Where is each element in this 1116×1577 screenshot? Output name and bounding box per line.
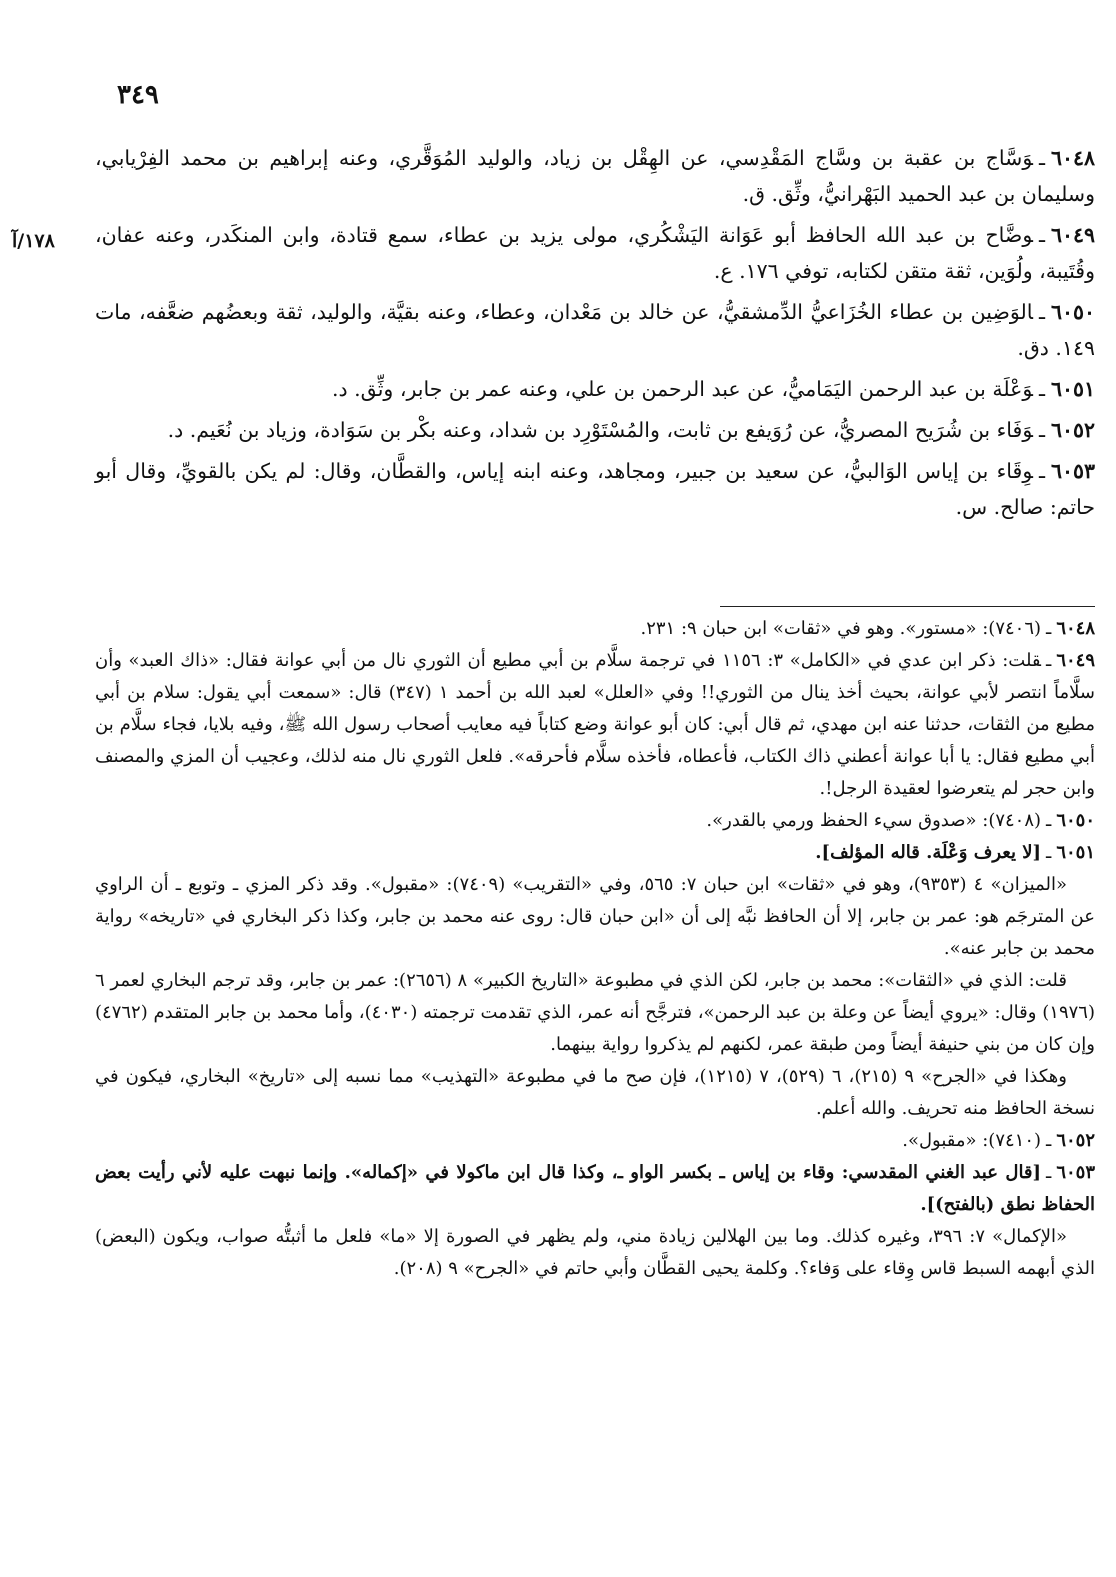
entry: ٦٠٥٢ـوَفَاء بن شُرَيح المصريُّ، عن رُوَيفع بن ثابت، والمُسْتَوْرِد بن شداد، وعنه بكْر بن سَوَادة، وزياد بن نُعَيم. د. <box>167 418 1095 442</box>
entry-number: ٦٠٥٠ <box>1050 300 1095 324</box>
entry-text: وِقَاء بن إياس الوَالبيُّ، عن سعيد بن جبير، ومجاهد، وعنه ابنه إياس، والقطَّان، وقال: لم يكن بالقويِّ، وقال أبو حاتم: صالح. س. <box>95 459 1095 519</box>
entry-text: الوَضِين بن عطاء الخُزَاعيُّ الدِّمشقيُّ، عن خالد بن مَعْدان، وعطاء، وعنه بقيَّة، والوليد، ثقة وبعضُهم ضعَّفه، مات ١٤٩. دق. <box>95 300 1095 360</box>
footnote-separator <box>720 606 1095 607</box>
entry-text: وضَّاح بن عبد الله الحافظ أبو عَوَانة اليَشْكُري، مولى يزيد بن عطاء، سمع قتادة، وابن المنكَدر، وعنه عفان، وقُتَيبة، ولُوَين، ثقة متقن لكتابه، توفي ١٧٦. ع. <box>95 223 1095 283</box>
footnote: ٦٠٥٢ـ(٧٤١٠): «مقبول». <box>902 1130 1095 1151</box>
footnote-text: «الإكمال» ٧: ٣٩٦، وغيره كذلك. وما بين الهلالين زيادة مني، ولم يظهر في الصورة إلا «ما» فلعل ما أثبتُّه صواب، ويكون (البعض) الذي أبهمه السبط قاس وِقاء على وَفاء؟. وكلمة يحيى القطَّان وأبي حاتم في «الجرح» ٩ (٢٠٨). <box>95 1226 1095 1279</box>
entry-number: ٦٠٤٨ <box>1050 146 1095 170</box>
footnote-number: ٦٠٥١ <box>1056 842 1095 863</box>
footnote-text: «الميزان» ٤ (٩٣٥٣)، وهو في «ثقات» ابن حبان ٧: ٥٦٥، وفي «التقريب» (٧٤٠٩): «مقبول». وقد ذكر المزي ـ وتوبع ـ أن الراوي عن المترجَم هو: عمر بن جابر، إلا أن الحافظ نبَّه إلى أن «ابن حبان قال: روى عنه محمد بن جابر، وكذا ذكر البخاري في «تاريخه» رواية محمد بن جابر عنه». <box>95 874 1095 959</box>
footnote-number: ٦٠٥٠ <box>1056 810 1095 831</box>
footnote-text: [قال عبد الغني المقدسي: وقاء بن إياس ـ بكسر الواو ـ، وكذا قال ابن ماكولا في «إكماله». وإنما نبهت عليه لأني رأيت بعض الحفاظ نطق (بالفتح)]. <box>95 1162 1095 1215</box>
footnote-number: ٦٠٤٩ <box>1056 650 1095 671</box>
main-entries <box>95 140 1095 530</box>
entry: ٦٠٤٩ـوضَّاح بن عبد الله الحافظ أبو عَوَانة اليَشْكُري، مولى يزيد بن عطاء، سمع قتادة، وابن المنكَدر، وعنه عفان، وقُتَيبة، ولُوَين، ثقة متقن لكتابه، توفي ١٧٦. ع. <box>95 223 1095 283</box>
footnote-text: قلت: ذكر ابن عدي في «الكامل» ٣: ١١٥٦ في ترجمة سلَّام بن أبي مطيع أن الثوري نال من أبي عوانة فقال: «ذاك العبد» وأن سلَّاماً انتصر لأبي عوانة، بحيث أخذ ينال من الثوري!! وفي «العلل» لعبد الله بن أحمد ١ (٣٤٧) قال: «سمعت أبي يقول: سلام بن أبي مطيع من الثقات، حدثنا عنه ابن مهدي، ثم قال أبي: كان أبو عوانة وضع كتاباً فيه معايب أصحاب رسول الله ﷺ، وفيه بلايا، فجاء سلَّام بن أبي مطيع فقال: يا أبا عوانة أعطني ذاك الكتاب، فأعطاه، فأخذه سلَّام فأحرقه». فلعل الثوري نال منه لذلك، وعجيب أن المزي والمصنف وابن حجر لم يتعرضوا لعقيدة الرجل!. <box>95 650 1096 799</box>
footnote-text: [لا يعرف وَعْلَة. قاله المؤلف]. <box>815 842 1042 863</box>
footnote: ٦٠٥١ـ[لا يعرف وَعْلَة. قاله المؤلف]. <box>815 842 1095 863</box>
entry-text: وَسَّاج بن عقبة بن وسَّاج المَقْدِسي، عن الهِقْل بن زياد، والوليد المُوَقَّري، وعنه إبراهيم بن محمد الفِرْيابي، وسليمان بن عبد الحميد البَهْرانيُّ، وثِّق. ق. <box>95 146 1095 206</box>
footnote-text: (٧٤١٠): «مقبول». <box>902 1130 1042 1151</box>
page-number: ٣٤٩ <box>117 80 159 110</box>
footnotes <box>95 613 1095 1285</box>
footnote-paragraph <box>95 1061 1095 1125</box>
footnote: ٦٠٤٨ـ(٧٤٠٦): «مستور». وهو في «ثقات» ابن حبان ٩: ٢٣١. <box>640 618 1095 639</box>
footnote-text: (٧٤٠٨): «صدوق سيء الحفظ ورمي بالقدر». <box>706 810 1042 831</box>
footnote-text: قلت: الذي في «الثقات»: محمد بن جابر، لكن الذي في مطبوعة «التاريخ الكبير» ٨ (٢٦٥٦): عمر بن جابر، وقد ترجم البخاري لعمر ٦ (١٩٧٦) وقال: «يروي أيضاً عن وعلة بن عبد الرحمن»، فترجَّح أنه عمر، الذي تقدمت ترجمته (٤٠٣٠)، وأما محمد بن جابر المتقدم (٤٧٦٢) وإن كان من بني حنيفة أيضاً ومن طبقة عمر، لكنهم لم يذكروا رواية بينهما. <box>95 970 1095 1055</box>
footnote-text: (٧٤٠٦): «مستور». وهو في «ثقات» ابن حبان ٩: ٢٣١. <box>640 618 1042 639</box>
entry: ٦٠٥٣ـوِقَاء بن إياس الوَالبيُّ، عن سعيد بن جبير، ومجاهد، وعنه ابنه إياس، والقطَّان، وقال: لم يكن بالقويِّ، وقال أبو حاتم: صالح. س. <box>95 459 1095 519</box>
entry: ٦٠٥٠ـالوَضِين بن عطاء الخُزَاعيُّ الدِّمشقيُّ، عن خالد بن مَعْدان، وعطاء، وعنه بقيَّة، والوليد، ثقة وبعضُهم ضعَّفه، مات ١٤٩. دق. <box>95 300 1095 360</box>
footnote: ٦٠٥٣ـ[قال عبد الغني المقدسي: وقاء بن إياس ـ بكسر الواو ـ، وكذا قال ابن ماكولا في «إكماله». وإنما نبهت عليه لأني رأيت بعض الحفاظ نطق (بالفتح)]. <box>95 1162 1095 1215</box>
entry: ٦٠٤٨ـوَسَّاج بن عقبة بن وسَّاج المَقْدِسي، عن الهِقْل بن زياد، والوليد المُوَقَّري، وعنه إبراهيم بن محمد الفِرْيابي، وسليمان بن عبد الحميد البَهْرانيُّ، وثِّق. ق. <box>95 146 1095 206</box>
footnote-paragraph <box>95 1221 1095 1285</box>
footnote-number: ٦٠٥٢ <box>1056 1130 1095 1151</box>
entry-text: وَفَاء بن شُرَيح المصريُّ، عن رُوَيفع بن ثابت، والمُسْتَوْرِد بن شداد، وعنه بكْر بن سَوَادة، وزياد بن نُعَيم. د. <box>167 418 1033 442</box>
entry-number: ٦٠٥٢ <box>1050 418 1095 442</box>
footnote: ٦٠٤٩ـقلت: ذكر ابن عدي في «الكامل» ٣: ١١٥٦ في ترجمة سلَّام بن أبي مطيع أن الثوري نال من أبي عوانة فقال: «ذاك العبد» وأن سلَّاماً انتصر لأبي عوانة، بحيث أخذ ينال من الثوري!! وفي «العلل» لعبد الله بن أحمد ١ (٣٤٧) قال: «سمعت أبي يقول: سلام بن أبي مطيع من الثقات، حدثنا عنه ابن مهدي، ثم قال أبي: كان أبو عوانة وضع كتاباً فيه معايب أصحاب رسول الله ﷺ، وفيه بلايا، فجاء سلَّام بن أبي مطيع فقال: يا أبا عوانة أعطني ذاك الكتاب، فأعطاه، فأخذه سلَّام فأحرقه». فلعل الثوري نال منه لذلك، وعجيب أن المزي والمصنف وابن حجر لم يتعرضوا لعقيدة الرجل!. <box>95 650 1096 799</box>
margin-folio-note: ١٧٨/آ <box>12 230 55 252</box>
entry-text: وَعْلَة بن عبد الرحمن اليَمَاميُّ، عن عبد الرحمن بن علي، وعنه عمر بن جابر، وثِّق. د. <box>331 377 1033 401</box>
footnote: ٦٠٥٠ـ(٧٤٠٨): «صدوق سيء الحفظ ورمي بالقدر». <box>706 810 1095 831</box>
footnote-number: ٦٠٥٣ <box>1056 1162 1095 1183</box>
entry: ٦٠٥١ـوَعْلَة بن عبد الرحمن اليَمَاميُّ، عن عبد الرحمن بن علي، وعنه عمر بن جابر، وثِّق. د. <box>331 377 1095 401</box>
footnote-text: وهكذا في «الجرح» ٩ (٢١٥)، ٦ (٥٢٩)، ٧ (١٢١٥)، فإن صح ما في مطبوعة «التهذيب» مما نسبه إلى «تاريخ» البخاري، فيكون في نسخة الحافظ منه تحريف. والله أعلم. <box>95 1066 1095 1119</box>
footnote-paragraph <box>95 869 1095 965</box>
entry-number: ٦٠٥٣ <box>1050 459 1095 483</box>
footnote-paragraph <box>95 965 1095 1061</box>
entry-number: ٦٠٤٩ <box>1050 223 1095 247</box>
entry-number: ٦٠٥١ <box>1050 377 1095 401</box>
footnote-number: ٦٠٤٨ <box>1056 618 1095 639</box>
